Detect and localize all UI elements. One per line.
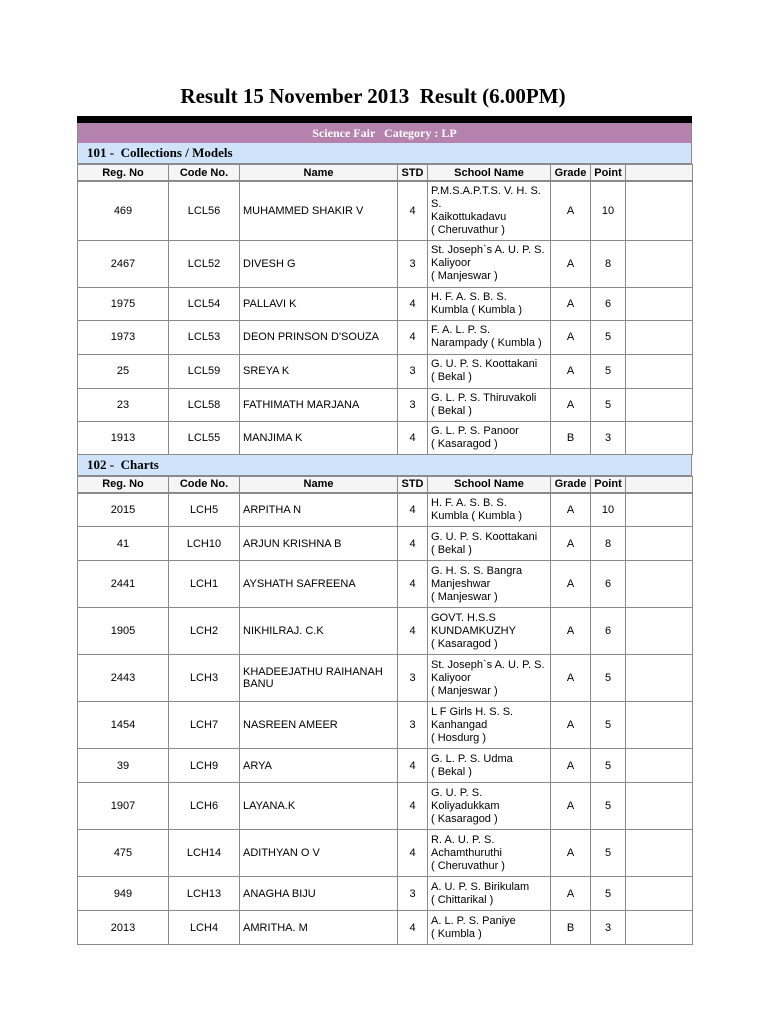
- column-header-name: Name: [240, 165, 398, 182]
- cell-code: LCH3: [169, 655, 240, 702]
- column-header-point: Point: [591, 165, 626, 182]
- cell-school: A. U. P. S. Birikulam ( Chittarikal ): [428, 877, 551, 911]
- cell-code: LCL52: [169, 240, 240, 287]
- cell-grade: A: [551, 388, 591, 421]
- cell-code: LCL55: [169, 421, 240, 454]
- cell-blank: [626, 702, 693, 749]
- cell-code: LCH7: [169, 702, 240, 749]
- cell-school: F. A. L. P. S. Narampady ( Kumbla ): [428, 320, 551, 354]
- cell-blank: [626, 527, 693, 561]
- cell-reg: 39: [78, 749, 169, 783]
- column-header-school: School Name: [428, 476, 551, 493]
- section-title: 102 - Charts: [77, 455, 692, 476]
- column-header-std: STD: [398, 476, 428, 493]
- cell-reg: 475: [78, 830, 169, 877]
- cell-grade: A: [551, 561, 591, 608]
- cell-std: 3: [398, 240, 428, 287]
- cell-reg: 25: [78, 354, 169, 388]
- cell-grade: A: [551, 354, 591, 388]
- cell-code: LCH1: [169, 561, 240, 608]
- table-row: [78, 911, 693, 945]
- table-row: [78, 830, 693, 877]
- cell-grade: A: [551, 783, 591, 830]
- cell-reg: 949: [78, 877, 169, 911]
- cell-blank: [626, 877, 693, 911]
- cell-reg: 2441: [78, 561, 169, 608]
- cell-name: ARYA: [240, 749, 398, 783]
- cell-reg: 41: [78, 527, 169, 561]
- cell-name: AYSHATH SAFREENA: [240, 561, 398, 608]
- cell-blank: [626, 240, 693, 287]
- section-title: 101 - Collections / Models: [77, 143, 692, 164]
- cell-point: 3: [591, 911, 626, 945]
- cell-name: PALLAVI K: [240, 287, 398, 320]
- cell-std: 3: [398, 388, 428, 421]
- table-row: [78, 320, 693, 354]
- cell-std: 4: [398, 608, 428, 655]
- cell-name: AMRITHA. M: [240, 911, 398, 945]
- cell-reg: 2015: [78, 493, 169, 527]
- cell-code: LCH9: [169, 749, 240, 783]
- table-row: [78, 527, 693, 561]
- cell-blank: [626, 655, 693, 702]
- cell-code: LCH5: [169, 493, 240, 527]
- cell-school: St. Joseph`s A. U. P. S. Kaliyoor ( Manjeswar ): [428, 240, 551, 287]
- cell-school: G. U. P. S. Koliyadukkam ( Kasaragod ): [428, 783, 551, 830]
- cell-grade: A: [551, 181, 591, 240]
- cell-grade: A: [551, 287, 591, 320]
- column-header-reg: Reg. No: [78, 476, 169, 493]
- cell-code: LCH4: [169, 911, 240, 945]
- cell-code: LCH14: [169, 830, 240, 877]
- cell-name: NIKHILRAJ. C.K: [240, 608, 398, 655]
- cell-std: 4: [398, 783, 428, 830]
- table-row: [78, 240, 693, 287]
- cell-school: P.M.S.A.P.T.S. V. H. S. S. Kaikottukadavu ( Cheruvathur ): [428, 181, 551, 240]
- cell-school: H. F. A. S. B. S. Kumbla ( Kumbla ): [428, 287, 551, 320]
- table-row: [78, 493, 693, 527]
- cell-code: LCL56: [169, 181, 240, 240]
- cell-blank: [626, 493, 693, 527]
- cell-name: FATHIMATH MARJANA: [240, 388, 398, 421]
- cell-code: LCH10: [169, 527, 240, 561]
- column-header-code: Code No.: [169, 165, 240, 182]
- cell-code: LCH6: [169, 783, 240, 830]
- cell-point: 5: [591, 655, 626, 702]
- cell-name: SREYA K: [240, 354, 398, 388]
- cell-grade: B: [551, 911, 591, 945]
- cell-blank: [626, 911, 693, 945]
- table-row: [78, 702, 693, 749]
- table-row: [78, 749, 693, 783]
- cell-name: ARJUN KRISHNA B: [240, 527, 398, 561]
- cell-school: G. U. P. S. Koottakani ( Bekal ): [428, 354, 551, 388]
- cell-school: G. L. P. S. Udma ( Bekal ): [428, 749, 551, 783]
- cell-blank: [626, 830, 693, 877]
- column-header-point: Point: [591, 476, 626, 493]
- cell-blank: [626, 421, 693, 454]
- cell-school: St. Joseph`s A. U. P. S. Kaliyoor ( Manjeswar ): [428, 655, 551, 702]
- column-header-school: School Name: [428, 165, 551, 182]
- column-header-blank: [626, 165, 693, 182]
- column-header-grade: Grade: [551, 476, 591, 493]
- cell-code: LCH13: [169, 877, 240, 911]
- table-row: [78, 354, 693, 388]
- cell-school: A. L. P. S. Paniye ( Kumbla ): [428, 911, 551, 945]
- cell-point: 5: [591, 877, 626, 911]
- cell-name: ADITHYAN O V: [240, 830, 398, 877]
- cell-std: 3: [398, 655, 428, 702]
- cell-grade: A: [551, 240, 591, 287]
- cell-point: 10: [591, 493, 626, 527]
- cell-blank: [626, 354, 693, 388]
- cell-reg: 1973: [78, 320, 169, 354]
- cell-name: DIVESH G: [240, 240, 398, 287]
- cell-point: 5: [591, 830, 626, 877]
- cell-blank: [626, 561, 693, 608]
- cell-std: 4: [398, 830, 428, 877]
- column-header-reg: Reg. No: [78, 165, 169, 182]
- column-header-blank: [626, 476, 693, 493]
- cell-std: 3: [398, 702, 428, 749]
- page-title: Result 15 November 2013 Result (6.00PM): [180, 84, 566, 108]
- cell-reg: 2467: [78, 240, 169, 287]
- cell-grade: A: [551, 493, 591, 527]
- cell-point: 5: [591, 354, 626, 388]
- cell-blank: [626, 320, 693, 354]
- cell-std: 4: [398, 561, 428, 608]
- cell-point: 6: [591, 561, 626, 608]
- cell-reg: 2013: [78, 911, 169, 945]
- cell-std: 4: [398, 181, 428, 240]
- cell-point: 5: [591, 702, 626, 749]
- cell-reg: 1905: [78, 608, 169, 655]
- column-header-code: Code No.: [169, 476, 240, 493]
- cell-point: 5: [591, 388, 626, 421]
- column-header-std: STD: [398, 165, 428, 182]
- cell-std: 4: [398, 527, 428, 561]
- cell-reg: 1975: [78, 287, 169, 320]
- cell-code: LCL58: [169, 388, 240, 421]
- cell-name: NASREEN AMEER: [240, 702, 398, 749]
- cell-std: 4: [398, 749, 428, 783]
- cell-std: 4: [398, 287, 428, 320]
- table-header-row: [78, 165, 693, 182]
- results-sheet: [77, 116, 692, 945]
- cell-name: MUHAMMED SHAKIR V: [240, 181, 398, 240]
- cell-name: ARPITHA N: [240, 493, 398, 527]
- cell-grade: A: [551, 749, 591, 783]
- cell-reg: 23: [78, 388, 169, 421]
- table-row: [78, 783, 693, 830]
- cell-school: G. H. S. S. Bangra Manjeshwar ( Manjeswar ): [428, 561, 551, 608]
- cell-grade: A: [551, 830, 591, 877]
- cell-blank: [626, 287, 693, 320]
- cell-reg: 1907: [78, 783, 169, 830]
- cell-grade: B: [551, 421, 591, 454]
- cell-grade: A: [551, 702, 591, 749]
- cell-std: 3: [398, 354, 428, 388]
- cell-school: GOVT. H.S.S KUNDAMKUZHY ( Kasaragod ): [428, 608, 551, 655]
- cell-point: 3: [591, 421, 626, 454]
- cell-grade: A: [551, 655, 591, 702]
- cell-reg: 469: [78, 181, 169, 240]
- table-row: [78, 608, 693, 655]
- cell-std: 3: [398, 877, 428, 911]
- table-row: [78, 877, 693, 911]
- table-row: [78, 561, 693, 608]
- results-table: [77, 164, 693, 455]
- cell-std: 4: [398, 911, 428, 945]
- table-row: [78, 181, 693, 240]
- sections-container: [77, 143, 692, 945]
- cell-school: H. F. A. S. B. S. Kumbla ( Kumbla ): [428, 493, 551, 527]
- cell-school: G. L. P. S. Panoor ( Kasaragod ): [428, 421, 551, 454]
- cell-grade: A: [551, 608, 591, 655]
- cell-point: 8: [591, 527, 626, 561]
- category-header: Science Fair Category : LP: [77, 123, 692, 143]
- table-row: [78, 388, 693, 421]
- cell-code: LCL54: [169, 287, 240, 320]
- cell-grade: A: [551, 320, 591, 354]
- column-header-grade: Grade: [551, 165, 591, 182]
- cell-name: ANAGHA BIJU: [240, 877, 398, 911]
- cell-school: G. L. P. S. Thiruvakoli ( Bekal ): [428, 388, 551, 421]
- cell-point: 5: [591, 783, 626, 830]
- cell-name: DEON PRINSON D'SOUZA: [240, 320, 398, 354]
- cell-blank: [626, 749, 693, 783]
- table-row: [78, 421, 693, 454]
- cell-grade: A: [551, 527, 591, 561]
- cell-code: LCH2: [169, 608, 240, 655]
- cell-code: LCL53: [169, 320, 240, 354]
- cell-name: KHADEEJATHU RAIHANAH BANU: [240, 655, 398, 702]
- table-header-row: [78, 476, 693, 493]
- cell-school: G. U. P. S. Koottakani ( Bekal ): [428, 527, 551, 561]
- cell-reg: 1913: [78, 421, 169, 454]
- cell-point: 8: [591, 240, 626, 287]
- cell-blank: [626, 608, 693, 655]
- cell-std: 4: [398, 421, 428, 454]
- cell-point: 6: [591, 287, 626, 320]
- cell-name: LAYANA.K: [240, 783, 398, 830]
- cell-reg: 2443: [78, 655, 169, 702]
- cell-school: L F Girls H. S. S. Kanhangad ( Hosdurg ): [428, 702, 551, 749]
- cell-blank: [626, 388, 693, 421]
- cell-std: 4: [398, 320, 428, 354]
- cell-reg: 1454: [78, 702, 169, 749]
- cell-school: R. A. U. P. S. Achamthuruthi ( Cheruvathur ): [428, 830, 551, 877]
- cell-point: 10: [591, 181, 626, 240]
- table-row: [78, 287, 693, 320]
- cell-point: 6: [591, 608, 626, 655]
- cell-code: LCL59: [169, 354, 240, 388]
- results-table: [77, 476, 693, 946]
- cell-grade: A: [551, 877, 591, 911]
- top-rule: [77, 116, 692, 123]
- table-row: [78, 655, 693, 702]
- cell-std: 4: [398, 493, 428, 527]
- cell-blank: [626, 783, 693, 830]
- cell-blank: [626, 181, 693, 240]
- cell-name: MANJIMA K: [240, 421, 398, 454]
- cell-point: 5: [591, 749, 626, 783]
- column-header-name: Name: [240, 476, 398, 493]
- cell-point: 5: [591, 320, 626, 354]
